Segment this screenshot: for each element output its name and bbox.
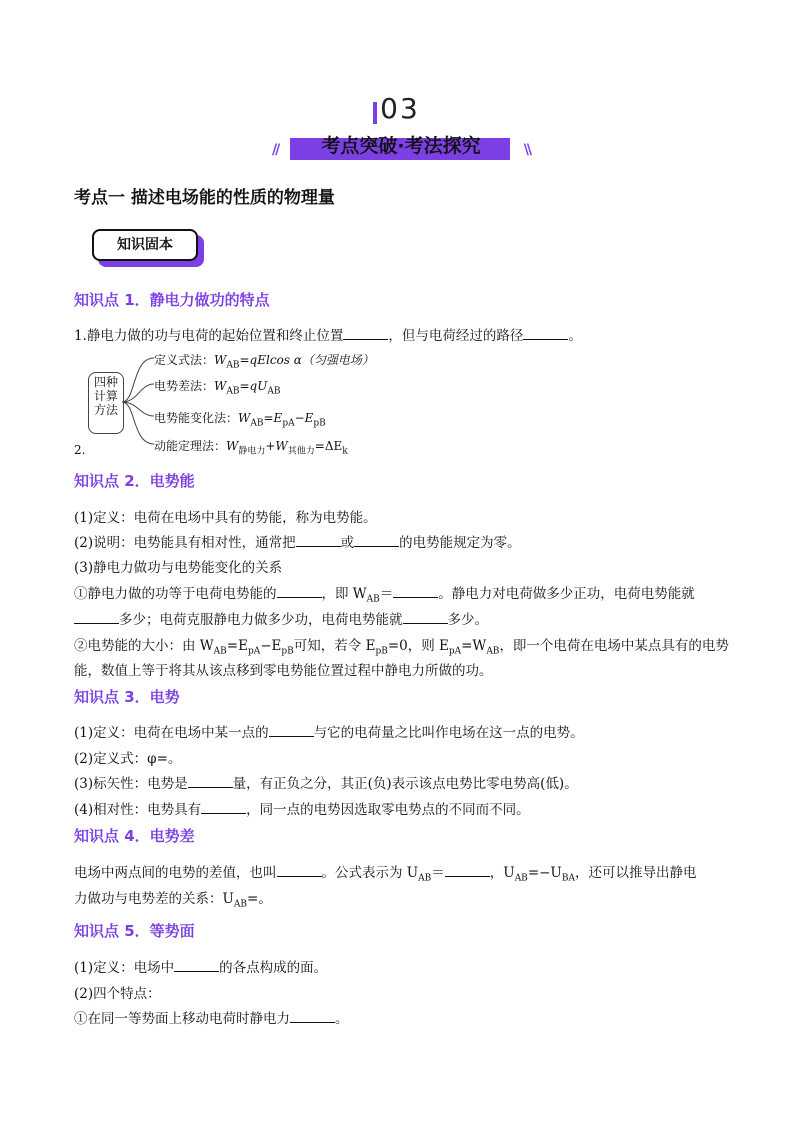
kp1-line2-prefix: 2. <box>74 443 86 457</box>
blank <box>74 609 119 624</box>
blank <box>277 862 322 877</box>
method-potential-difference: 电势差法：$W_{AB}=qU_{AB}$ <box>154 379 281 397</box>
blank <box>188 773 233 788</box>
blank <box>445 862 490 877</box>
kp2-line3: (3)静电力做功与电势能变化的关系 <box>74 560 283 576</box>
method-energy-change: 电势能变化法：$W_{AB}=E_{pA}-E_{pB}$ <box>154 411 326 429</box>
kp5-title: 知识点 5．等势面 <box>74 922 195 940</box>
kp1-line1: 1.静电力做的功与电荷的起始位置和终止位置 ，但与电荷经过的路径 。 <box>74 324 582 344</box>
kp3-line2: (2)定义式：φ=。 <box>74 751 182 767</box>
banner-title: 考点突破·考法探究 <box>321 135 481 157</box>
section-banner <box>272 130 530 160</box>
calculation-methods-box: 四种计算方法 <box>88 372 124 434</box>
blank <box>290 1008 335 1023</box>
kp5-line1: (1)定义：电场中 的各点构成的面。 <box>74 956 327 976</box>
kp4-line1: 电场中两点间的电势的差值，也叫 。公式表示为 $U_{AB}=$ ，$U_{AB}=-U_{BA}$，还可以推导出静电 <box>74 861 696 884</box>
diagram-brackets <box>122 352 156 452</box>
kp2-line2: (2)说明：电势能具有相对性，通常把 或 的电势能规定为零。 <box>74 531 521 551</box>
kp2-line7: 能，数值上等于将其从该点移到零电势能位置过程中静电力所做的功。 <box>74 663 493 679</box>
kp3-line3: (3)标矢性：电势是 量，有正负之分，其正(负)表示该点电势比零电势高(低)。 <box>74 772 578 792</box>
kp5-line2: (2)四个特点： <box>74 986 161 1002</box>
kp2-title: 知识点 2．电势能 <box>74 472 195 490</box>
blank <box>269 722 314 737</box>
kp2-line5: 多少；电荷克服静电力做多少功，电荷电势能就 多少。 <box>74 608 488 628</box>
knowledge-badge <box>92 229 204 265</box>
badge-label: 知识固本 <box>92 229 198 261</box>
blank <box>403 609 448 624</box>
section-number: 03 <box>380 92 420 125</box>
kp2-line1: (1)定义：电荷在电场中具有的势能，称为电势能。 <box>74 510 377 526</box>
blank <box>174 957 219 972</box>
blank <box>277 583 322 598</box>
kp3-line4: (4)相对性：电势具有 ，同一点的电势因选取零电势点的不同而不同。 <box>74 798 530 818</box>
kp4-title: 知识点 4．电势差 <box>74 827 195 845</box>
kp2-line6: ②电势能的大小：由 $W_{AB}=E_{pA}-E_{pB}$可知，若令 $E_{pB}=0$，则 $E_{pA}=W_{AB}$，即一个电荷在电场中某点具有的电势 <box>74 638 729 657</box>
method-definition: 定义式法：$W_{AB}=qElcos$ α（匀强电场） <box>154 353 374 371</box>
right-slash-decoration: \\ <box>523 142 530 158</box>
kp3-line1: (1)定义：电荷在电场中某一点的 与它的电荷量之比叫作电场在这一点的电势。 <box>74 721 584 741</box>
blank <box>354 532 399 547</box>
kp4-line2: 力做功与电势差的关系：$U_{AB}=$。 <box>74 891 272 910</box>
section-title: 考点一 描述电场能的性质的物理量 <box>74 188 335 208</box>
kp1-title: 知识点 1．静电力做功的特点 <box>74 291 270 309</box>
blank <box>393 583 438 598</box>
kp2-line4: ①静电力做的功等于电荷电势能的 ，即 $W_{AB}=$ 。静电力对电荷做多少正功，电荷电势能就 <box>74 582 695 605</box>
left-slash-decoration: // <box>272 142 279 158</box>
blank <box>296 532 341 547</box>
kp3-title: 知识点 3．电势 <box>74 688 180 706</box>
blank <box>523 325 568 340</box>
blank <box>343 325 388 340</box>
number-accent-bar <box>373 102 377 124</box>
blank <box>201 799 246 814</box>
method-kinetic-energy: 动能定理法：$W_{静电力}+W_{其他力}=\Delta E_k$ <box>154 439 348 457</box>
kp5-line3: ①在同一等势面上移动电荷时静电力 。 <box>74 1007 349 1027</box>
